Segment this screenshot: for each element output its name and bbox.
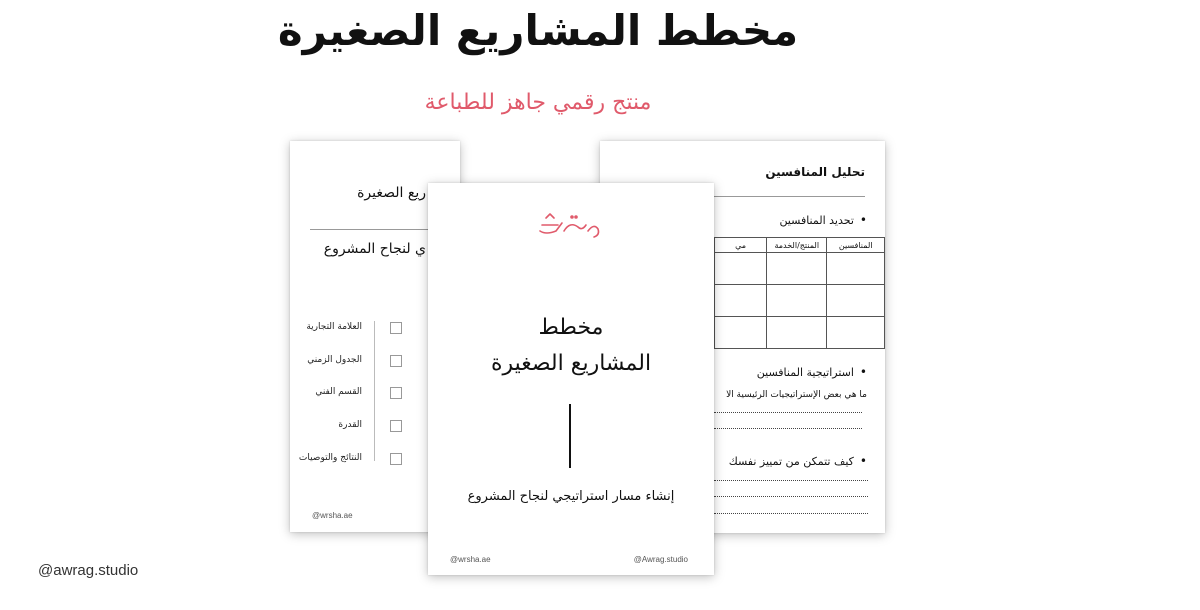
checklist-item-label: الجدول الزمني xyxy=(307,355,362,365)
answer-line xyxy=(714,513,868,514)
answer-line xyxy=(714,412,862,413)
checklist-item-label: العلامة التجارية xyxy=(306,322,362,332)
answer-line xyxy=(714,480,868,481)
bullet-competitor-strategy xyxy=(757,365,867,379)
main-title: مخطط المشاريع الصغيرة xyxy=(277,6,799,55)
checklist-item-label: القدرة xyxy=(338,420,362,430)
table-cell xyxy=(767,253,827,285)
checklist-item-label: النتائج والتوصيات xyxy=(298,453,362,463)
cover-footer-left: @wrsha.ae xyxy=(450,555,491,564)
bullet-icon: • xyxy=(859,213,867,227)
checkbox-icon xyxy=(390,355,402,367)
watermark-handle: @awrag.studio xyxy=(38,562,139,579)
cover-title-line1: مخطط xyxy=(538,315,604,340)
bullet-label: كيف تتمكن من تمييز نفسك xyxy=(728,455,854,468)
checkbox-icon xyxy=(390,453,402,465)
table-cell xyxy=(715,253,767,285)
checkbox-icon xyxy=(390,322,402,334)
bullet-icon: • xyxy=(859,454,867,468)
competitors-table xyxy=(714,237,885,349)
table-cell xyxy=(827,253,885,285)
strategy-question: ما هي بعض الإستراتيجيات الرئيسية الا xyxy=(726,390,867,400)
table-row xyxy=(715,253,885,285)
subtitle: منتج رقمي جاهز للطباعة xyxy=(424,90,652,115)
cover-page-preview xyxy=(428,183,714,575)
table-header-cell: المنافسين xyxy=(827,238,885,253)
right-page-title: تحليل المنافسين xyxy=(765,165,865,179)
table-row xyxy=(715,285,885,317)
table-row xyxy=(715,317,885,349)
bullet-differentiate xyxy=(729,454,867,468)
left-page-footer: @wrsha.ae xyxy=(312,511,353,520)
cover-vertical-rule xyxy=(569,404,571,468)
checklist-item-label: القسم الفني xyxy=(315,387,362,397)
left-page-subtitle: ي لنجاح المشروع xyxy=(323,241,426,257)
table-header-cell: المنتج/الخدمة xyxy=(767,238,827,253)
bullet-identify-competitors xyxy=(779,213,867,227)
answer-line xyxy=(714,496,868,497)
table-cell xyxy=(715,317,767,349)
table-cell xyxy=(827,285,885,317)
cover-tagline: إنشاء مسار استراتيجي لنجاح المشروع xyxy=(467,489,675,504)
table-cell xyxy=(715,285,767,317)
table-header-row xyxy=(715,238,885,253)
bullet-icon: • xyxy=(859,365,867,379)
left-page-title: ريع الصغيرة xyxy=(357,185,426,201)
table-cell xyxy=(767,317,827,349)
checkbox-icon xyxy=(390,420,402,432)
checkbox-icon xyxy=(390,387,402,399)
table-cell xyxy=(827,317,885,349)
bullet-label: تحديد المنافسين xyxy=(779,214,854,227)
table-cell xyxy=(767,285,827,317)
cover-footer-right: @Awrag.studio xyxy=(633,555,688,564)
table-header-cell: مي xyxy=(715,238,767,253)
answer-line xyxy=(714,428,862,429)
bullet-label: استراتيجية المنافسين xyxy=(756,366,854,379)
wrsha-logo-icon xyxy=(536,209,606,239)
cover-title-line2: المشاريع الصغيرة xyxy=(490,351,652,376)
